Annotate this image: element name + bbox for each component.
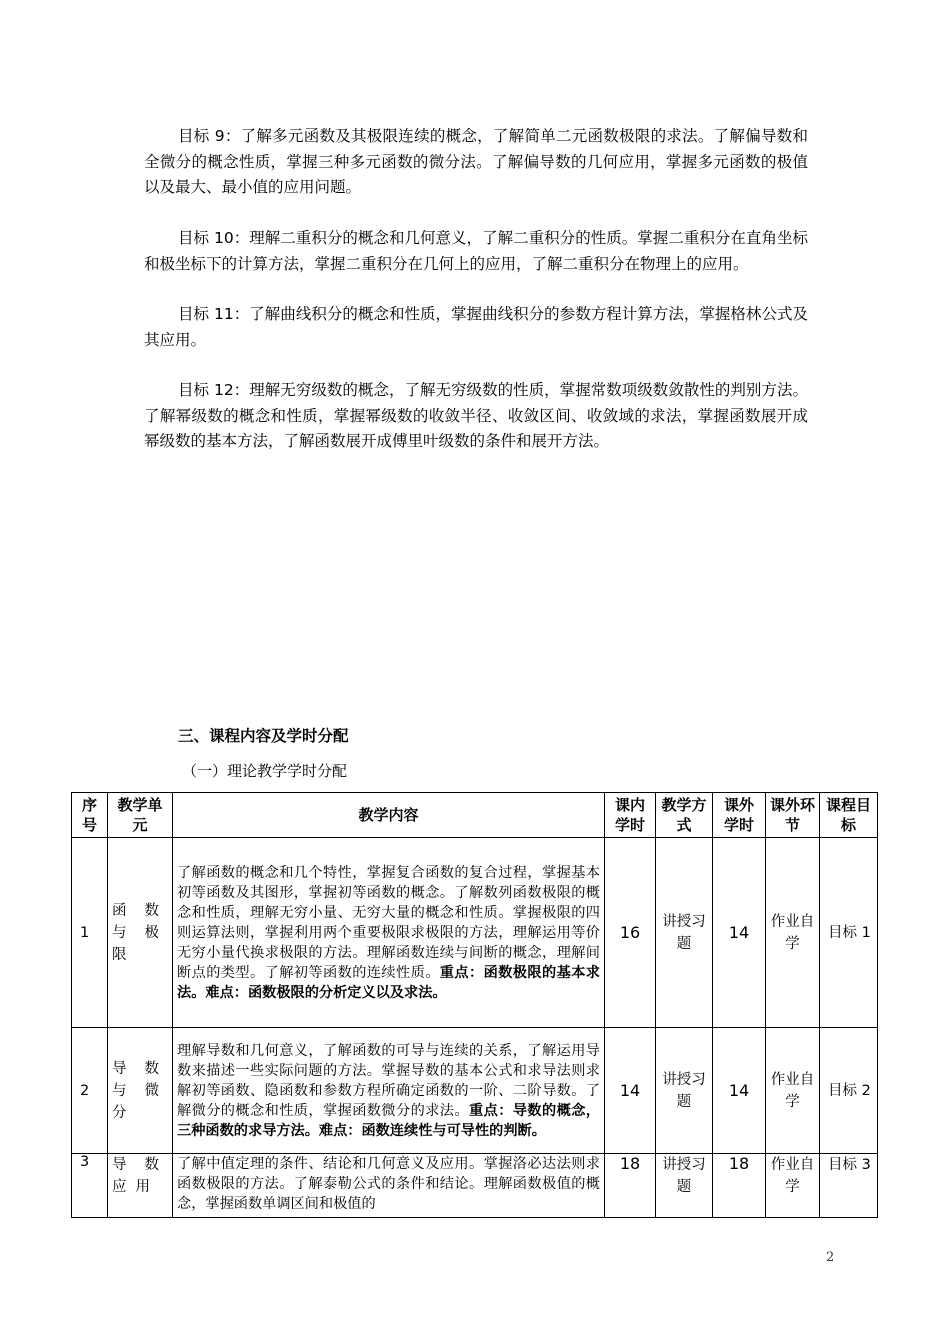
row-unit: 导数应用 <box>112 1157 168 1195</box>
row-method: 讲授习题 <box>656 1154 713 1218</box>
row-goal: 目标 3 <box>820 1154 878 1218</box>
row-goal: 目标 1 <box>820 838 878 1028</box>
row-unit: 函数与极限 <box>112 902 168 963</box>
row-content <box>173 1028 605 1154</box>
row-content-text: 了解中值定理的条件、结论和几何意义及应用。掌握洛必达法则求函数极限的方法。了解泰勒公式的条件和结论。理解函数极值的概念，掌握函数单调区间和极值的 <box>177 1156 600 1212</box>
teaching-hours-table <box>71 792 878 1218</box>
objective-7: 目标 11：了解曲线积分的概念和性质，掌握曲线积分的参数方程计算方法，掌握格林公式及其应用。 <box>144 305 808 349</box>
table-header-row <box>72 793 878 838</box>
section-title: 三、课程内容及学时分配 <box>178 727 349 745</box>
row-in-hours: 14 <box>605 1028 656 1154</box>
row-content-key-points: 重点：导数的概念，三种函数的求导方法。难点：函数连续性与可导性的判断。 <box>177 1102 600 1139</box>
header-method: 教学方式 <box>656 793 713 838</box>
row-index: 3 <box>72 1154 108 1218</box>
row-out-hours: 18 <box>713 1154 766 1218</box>
table-row <box>72 1028 878 1154</box>
row-content-text: 了解函数的概念和几个特性，掌握复合函数的复合过程，掌握基本初等函数及其图形，掌握初等函数的概念。了解数列函数极限的概念和性质，理解无穷小量、无穷大量的概念和性质。掌握极限的四则运算法则，掌握利用两个重要极限求极限的方法，理解运用等价无穷小量代换求极限的方法。理解函数连续与间断的概念，理解间断点的类型。了解初等函数的连续性质。 <box>177 864 600 981</box>
row-unit: 导数与微分 <box>112 1060 168 1121</box>
header-in-hours: 课内学时 <box>605 793 656 838</box>
row-content <box>173 1154 605 1218</box>
objective-5: 目标 9：了解多元函数及其极限连续的概念，了解简单二元函数极限的求法。了解偏导数和全微分的概念性质，掌握三种多元函数的微分法。了解偏导数的几何应用，掌握多元函数的极值以及最大、最小值的应用问题。 <box>144 127 808 196</box>
row-out-link: 作业自学 <box>766 1154 820 1218</box>
row-out-link: 作业自学 <box>766 838 820 1028</box>
header-goal: 课程目标 <box>820 793 878 838</box>
row-method: 讲授习题 <box>656 838 713 1028</box>
row-out-hours: 14 <box>713 1028 766 1154</box>
header-content: 教学内容 <box>173 793 605 838</box>
table-row <box>72 838 878 1028</box>
objective-8: 目标 12：理解无穷级数的概念，了解无穷级数的性质，掌握常数项级数敛散性的判别方法。了解幂级数的概念和性质，掌握幂级数的收敛半径、收敛区间、收敛域的求法，掌握函数展开成幂级数的基本方法，了解函数展开成傅里叶级数的条件和展开方法。 <box>144 381 808 450</box>
header-index: 序号 <box>72 793 108 838</box>
header-unit: 教学单元 <box>108 793 173 838</box>
row-index: 1 <box>72 838 108 1028</box>
row-content-key-points: 重点：函数极限的基本求法。难点：函数极限的分析定义以及求法。 <box>177 964 600 1001</box>
header-out-hours: 课外学时 <box>713 793 766 838</box>
row-method: 讲授习题 <box>656 1028 713 1154</box>
row-content-text: 理解导数和几何意义，了解函数的可导与连续的关系，了解运用导数来描述一些实际问题的方法。掌握导数的基本公式和求导法则求解初等函数、隐函数和参数方程所确定函数的一阶、二阶导数。了解微分的概念和性质，掌握函数微分的求法。 <box>177 1042 600 1119</box>
row-content <box>173 838 605 1028</box>
sub-section-title: （一）理论教学学时分配 <box>182 762 348 780</box>
row-in-hours: 18 <box>605 1154 656 1218</box>
objective-6: 目标 10：理解二重积分的概念和几何意义，了解二重积分的性质。掌握二重积分在直角坐标和极坐标下的计算方法，掌握二重积分在几何上的应用，了解二重积分在物理上的应用。 <box>144 229 808 273</box>
row-out-hours: 14 <box>713 838 766 1028</box>
row-index: 2 <box>72 1028 108 1154</box>
row-goal: 目标 2 <box>820 1028 878 1154</box>
row-in-hours: 16 <box>605 838 656 1028</box>
page-number: 2 <box>826 1250 835 1265</box>
table-row <box>72 1154 878 1218</box>
row-out-link: 作业自学 <box>766 1028 820 1154</box>
header-out-link: 课外环节 <box>766 793 820 838</box>
